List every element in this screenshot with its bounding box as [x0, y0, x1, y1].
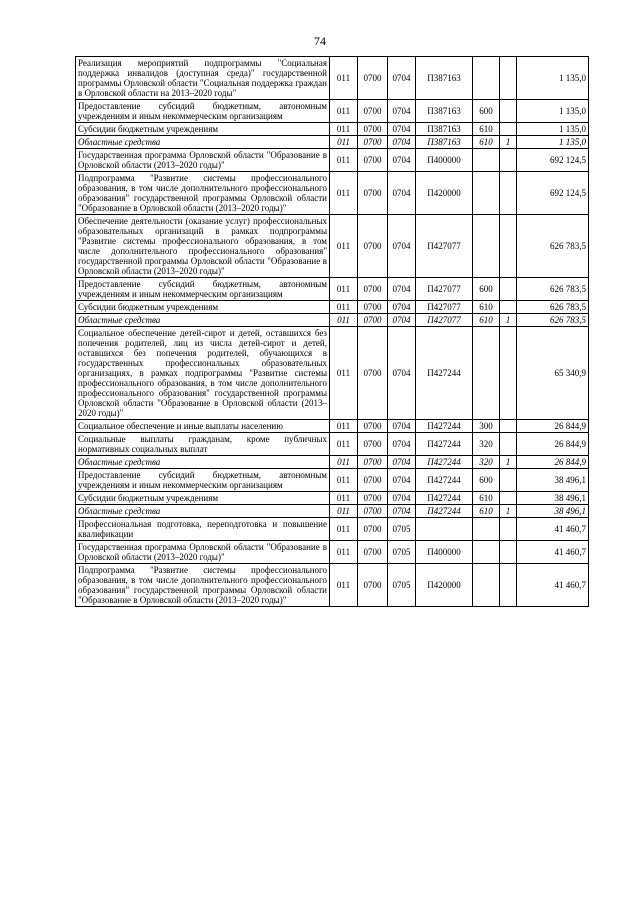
table-row — [76, 420, 589, 433]
target-article-cell: П427077 — [416, 278, 473, 301]
row-name-cell: Государственная программа Орловской области "Образование в Орловской области (2013–2020 годы)" — [76, 541, 330, 564]
amount-cell: 38 496,1 — [517, 469, 589, 492]
funding-source-cell: 1 — [500, 505, 517, 518]
section-code-cell: 0700 — [358, 149, 388, 172]
table-row — [76, 215, 589, 278]
amount-cell: 1 135,0 — [517, 123, 589, 136]
table-row — [76, 433, 589, 456]
expense-type-cell: 600 — [473, 469, 500, 492]
amount-cell: 692 124,5 — [517, 149, 589, 172]
funding-source-cell — [500, 564, 517, 607]
table-row — [76, 469, 589, 492]
expense-type-cell: 610 — [473, 301, 500, 314]
amount-cell: 692 124,5 — [517, 172, 589, 215]
grbs-code-cell: 011 — [330, 420, 358, 433]
expense-type-cell: 600 — [473, 100, 500, 123]
target-article-cell: П387163 — [416, 136, 473, 149]
funding-source-cell — [500, 123, 517, 136]
expense-type-cell — [473, 172, 500, 215]
row-name-cell: Реализация мероприятий подпрограммы "Социальная поддержка инвалидов (доступная среда)" государственной программы Орловской области "Социальная поддержка граждан в Орловской области на 2013–2020 годы" — [76, 57, 330, 100]
target-article-cell: П427244 — [416, 327, 473, 420]
table-row — [76, 541, 589, 564]
row-name-cell: Обеспечение деятельности (оказание услуг) профессиональных образовательных организаций в рамках подпрограммы "Развитие системы профессионального образования, в том числе дополнительного профессионального образования" государственной программы Орловской области "Образование в Орловской области (2013–2020 годы)" — [76, 215, 330, 278]
funding-source-cell — [500, 327, 517, 420]
funding-source-cell: 1 — [500, 456, 517, 469]
grbs-code-cell: 011 — [330, 172, 358, 215]
subsection-code-cell: 0704 — [388, 57, 416, 100]
grbs-code-cell: 011 — [330, 456, 358, 469]
amount-cell: 26 844,9 — [517, 456, 589, 469]
section-code-cell: 0700 — [358, 469, 388, 492]
section-code-cell: 0700 — [358, 420, 388, 433]
subsection-code-cell: 0705 — [388, 541, 416, 564]
subsection-code-cell: 0704 — [388, 314, 416, 327]
target-article-cell: П427244 — [416, 420, 473, 433]
grbs-code-cell: 011 — [330, 564, 358, 607]
row-name-cell: Предоставление субсидий бюджетным, автономным учреждениям и иным некоммерческим организациям — [76, 100, 330, 123]
expense-type-cell: 320 — [473, 433, 500, 456]
row-name-cell: Областные средства — [76, 136, 330, 149]
grbs-code-cell: 011 — [330, 505, 358, 518]
table-row — [76, 518, 589, 541]
row-name-cell: Предоставление субсидий бюджетным, автономным учреждениям и иным некоммерческим организациям — [76, 278, 330, 301]
section-code-cell: 0700 — [358, 57, 388, 100]
funding-source-cell — [500, 469, 517, 492]
subsection-code-cell: 0704 — [388, 278, 416, 301]
section-code-cell: 0700 — [358, 433, 388, 456]
amount-cell: 1 135,0 — [517, 100, 589, 123]
expense-type-cell — [473, 215, 500, 278]
funding-source-cell — [500, 420, 517, 433]
expense-type-cell: 610 — [473, 505, 500, 518]
section-code-cell: 0700 — [358, 215, 388, 278]
table-row — [76, 314, 589, 327]
target-article-cell: П427077 — [416, 215, 473, 278]
funding-source-cell — [500, 518, 517, 541]
subsection-code-cell: 0704 — [388, 505, 416, 518]
section-code-cell: 0700 — [358, 564, 388, 607]
amount-cell: 626 783,5 — [517, 278, 589, 301]
table-row — [76, 492, 589, 505]
table-row — [76, 149, 589, 172]
grbs-code-cell: 011 — [330, 100, 358, 123]
subsection-code-cell: 0705 — [388, 518, 416, 541]
amount-cell: 41 460,7 — [517, 541, 589, 564]
target-article-cell: П387163 — [416, 100, 473, 123]
table-row — [76, 327, 589, 420]
grbs-code-cell: 011 — [330, 492, 358, 505]
row-name-cell: Предоставление субсидий бюджетным, автономным учреждениям и иным некоммерческим организациям — [76, 469, 330, 492]
table-row — [76, 456, 589, 469]
target-article-cell: П400000 — [416, 541, 473, 564]
target-article-cell: П427077 — [416, 301, 473, 314]
subsection-code-cell: 0704 — [388, 469, 416, 492]
amount-cell: 1 135,0 — [517, 57, 589, 100]
row-name-cell: Социальное обеспечение детей-сирот и детей, оставшихся без попечения родителей, лиц из числа детей-сирот и детей, оставшихся без попечения родителей, обучающихся в государственных профессиональных образовательных организациях, в рамках подпрограммы "Развитие системы профессионального образования, в том числе дополнительного профессионального образования" государственной программы Орловской области "Образование в Орловской области (2013–2020 годы)" — [76, 327, 330, 420]
row-name-cell: Государственная программа Орловской области "Образование в Орловской области (2013–2020 годы)" — [76, 149, 330, 172]
funding-source-cell — [500, 57, 517, 100]
amount-cell: 65 340,9 — [517, 327, 589, 420]
subsection-code-cell: 0704 — [388, 433, 416, 456]
target-article-cell: П387163 — [416, 123, 473, 136]
table-row — [76, 123, 589, 136]
funding-source-cell — [500, 301, 517, 314]
table-body — [76, 57, 589, 607]
subsection-code-cell: 0704 — [388, 123, 416, 136]
amount-cell: 26 844,9 — [517, 420, 589, 433]
target-article-cell: П427077 — [416, 314, 473, 327]
amount-cell: 626 783,5 — [517, 314, 589, 327]
expense-type-cell — [473, 518, 500, 541]
grbs-code-cell: 011 — [330, 301, 358, 314]
section-code-cell: 0700 — [358, 278, 388, 301]
expense-type-cell: 300 — [473, 420, 500, 433]
expense-type-cell: 610 — [473, 136, 500, 149]
target-article-cell: П427244 — [416, 433, 473, 456]
target-article-cell: П427244 — [416, 505, 473, 518]
section-code-cell: 0700 — [358, 492, 388, 505]
grbs-code-cell: 011 — [330, 149, 358, 172]
target-article-cell: П400000 — [416, 149, 473, 172]
target-article-cell: П420000 — [416, 172, 473, 215]
expense-type-cell: 610 — [473, 314, 500, 327]
table-row — [76, 100, 589, 123]
target-article-cell: П427244 — [416, 469, 473, 492]
grbs-code-cell: 011 — [330, 215, 358, 278]
section-code-cell: 0700 — [358, 123, 388, 136]
budget-table — [75, 56, 589, 607]
table-row — [76, 136, 589, 149]
row-name-cell: Социальное обеспечение и иные выплаты населению — [76, 420, 330, 433]
subsection-code-cell: 0705 — [388, 564, 416, 607]
row-name-cell: Подпрограмма "Развитие системы профессионального образования, в том числе дополнительного профессионального образования" государственной программы Орловской области "Образование в Орловской области (2013–2020 годы)" — [76, 172, 330, 215]
subsection-code-cell: 0704 — [388, 136, 416, 149]
funding-source-cell — [500, 541, 517, 564]
grbs-code-cell: 011 — [330, 314, 358, 327]
amount-cell: 626 783,5 — [517, 215, 589, 278]
target-article-cell: П387163 — [416, 57, 473, 100]
row-name-cell: Субсидии бюджетным учреждениям — [76, 123, 330, 136]
amount-cell: 26 844,9 — [517, 433, 589, 456]
funding-source-cell — [500, 149, 517, 172]
expense-type-cell: 610 — [473, 123, 500, 136]
grbs-code-cell: 011 — [330, 327, 358, 420]
amount-cell: 41 460,7 — [517, 518, 589, 541]
expense-type-cell: 600 — [473, 278, 500, 301]
subsection-code-cell: 0704 — [388, 420, 416, 433]
table-row — [76, 278, 589, 301]
target-article-cell: П427244 — [416, 456, 473, 469]
subsection-code-cell: 0704 — [388, 172, 416, 215]
row-name-cell: Подпрограмма "Развитие системы профессионального образования, в том числе дополнительного профессионального образования" государственной программы Орловской области "Образование в Орловской области (2013–2020 годы)" — [76, 564, 330, 607]
subsection-code-cell: 0704 — [388, 215, 416, 278]
section-code-cell: 0700 — [358, 136, 388, 149]
section-code-cell: 0700 — [358, 172, 388, 215]
table-row — [76, 57, 589, 100]
funding-source-cell — [500, 492, 517, 505]
row-name-cell: Профессиональная подготовка, переподготовка и повышение квалификации — [76, 518, 330, 541]
table-row — [76, 301, 589, 314]
funding-source-cell — [500, 433, 517, 456]
subsection-code-cell: 0704 — [388, 100, 416, 123]
amount-cell: 626 783,5 — [517, 301, 589, 314]
section-code-cell: 0700 — [358, 518, 388, 541]
section-code-cell: 0700 — [358, 505, 388, 518]
grbs-code-cell: 011 — [330, 469, 358, 492]
funding-source-cell — [500, 278, 517, 301]
row-name-cell: Субсидии бюджетным учреждениям — [76, 492, 330, 505]
grbs-code-cell: 011 — [330, 518, 358, 541]
section-code-cell: 0700 — [358, 100, 388, 123]
row-name-cell: Субсидии бюджетным учреждениям — [76, 301, 330, 314]
expense-type-cell — [473, 327, 500, 420]
grbs-code-cell: 011 — [330, 136, 358, 149]
subsection-code-cell: 0704 — [388, 149, 416, 172]
subsection-code-cell: 0704 — [388, 456, 416, 469]
expense-type-cell — [473, 541, 500, 564]
amount-cell: 41 460,7 — [517, 564, 589, 607]
grbs-code-cell: 011 — [330, 541, 358, 564]
table-row — [76, 505, 589, 518]
table-row — [76, 564, 589, 607]
funding-source-cell: 1 — [500, 314, 517, 327]
grbs-code-cell: 011 — [330, 278, 358, 301]
row-name-cell: Областные средства — [76, 314, 330, 327]
expense-type-cell: 320 — [473, 456, 500, 469]
grbs-code-cell: 011 — [330, 123, 358, 136]
section-code-cell: 0700 — [358, 456, 388, 469]
grbs-code-cell: 011 — [330, 57, 358, 100]
section-code-cell: 0700 — [358, 541, 388, 564]
table-row — [76, 172, 589, 215]
amount-cell: 38 496,1 — [517, 505, 589, 518]
expense-type-cell — [473, 57, 500, 100]
funding-source-cell — [500, 215, 517, 278]
funding-source-cell: 1 — [500, 136, 517, 149]
target-article-cell: П420000 — [416, 564, 473, 607]
expense-type-cell — [473, 564, 500, 607]
subsection-code-cell: 0704 — [388, 301, 416, 314]
section-code-cell: 0700 — [358, 327, 388, 420]
amount-cell: 1 135,0 — [517, 136, 589, 149]
row-name-cell: Социальные выплаты гражданам, кроме публичных нормативных социальных выплат — [76, 433, 330, 456]
funding-source-cell — [500, 172, 517, 215]
row-name-cell: Областные средства — [76, 505, 330, 518]
target-article-cell — [416, 518, 473, 541]
expense-type-cell: 610 — [473, 492, 500, 505]
row-name-cell: Областные средства — [76, 456, 330, 469]
funding-source-cell — [500, 100, 517, 123]
expense-type-cell — [473, 149, 500, 172]
target-article-cell: П427244 — [416, 492, 473, 505]
grbs-code-cell: 011 — [330, 433, 358, 456]
subsection-code-cell: 0704 — [388, 492, 416, 505]
section-code-cell: 0700 — [358, 314, 388, 327]
page-number: 74 — [314, 34, 326, 48]
amount-cell: 38 496,1 — [517, 492, 589, 505]
section-code-cell: 0700 — [358, 301, 388, 314]
subsection-code-cell: 0704 — [388, 327, 416, 420]
